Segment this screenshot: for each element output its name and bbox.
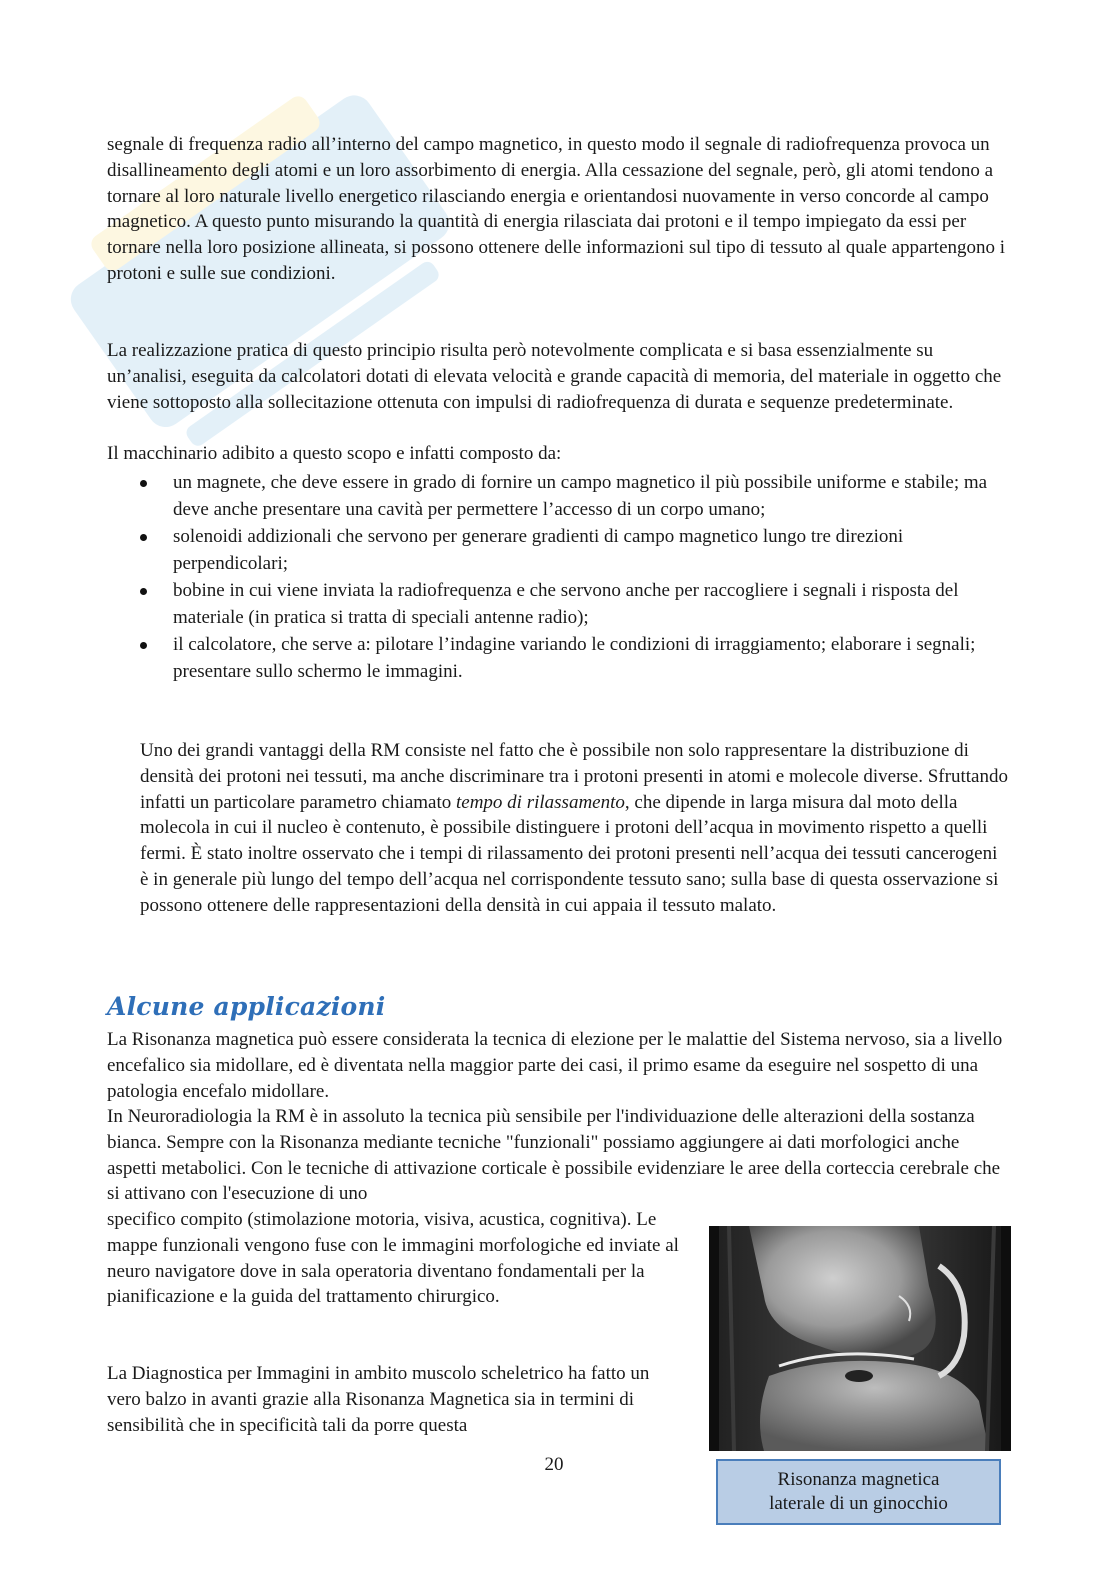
paragraph-realization: La realizzazione pratica di questo principio risulta però notevolmente complicata e si basa essenzialmente su un’analisi, eseguita da calcolatori dotati di elevata velocità e grande capacità di memoria, del materiale in oggetto che viene sottoposto alla sollecitazione ottenuta con impulsi di radiofrequenza di durata e sequenze predeterminate. [107, 340, 1002, 413]
bullet-icon [140, 588, 147, 595]
section-heading: Alcune applicazioni [107, 992, 386, 1021]
knee-mri-image [709, 1226, 1011, 1451]
paragraph-neuroradiology: In Neuroradiologia la RM è in assoluto la tecnica più sensibile per l'individuazione delle alterazioni della sostanza bianca. Sempre con la Risonanza mediante tecniche "funzionali" possiamo aggiungere ai dati morfologici anche aspetti metabolici. Con le tecniche di attivazione corticale è possibile evidenziare le aree della corteccia cerebrale che si attivano con l'esecuzione di uno [107, 1106, 1001, 1205]
paragraph-functional-maps: specifico compito (stimolazione motoria, visiva, acustica, cognitiva). Le mappe funzionali vengono fuse con le immagini morfologiche ed inviate al neuro navigatore dove in sala operatoria diventano fondamentali per la pianificazione e la guida del trattamento chirurgico. [107, 1209, 679, 1308]
italic-term: tempo di rilassamento [456, 791, 625, 813]
list-item [140, 469, 1010, 523]
caption-line: Risonanza magnetica [777, 1469, 940, 1490]
paragraph-machinery-intro: Il macchinario adibito a questo scopo e infatti composto da: [107, 443, 562, 464]
caption-line: laterale di un ginocchio [769, 1493, 948, 1514]
list-item [140, 577, 1010, 631]
components-list [140, 469, 1010, 685]
list-item-text: bobine in cui viene inviata la radiofrequenza e che servono anche per raccogliere i segnali i risposta del materiale (in pratica si tratta di speciali antenne radio); [173, 580, 959, 628]
list-item-text: il calcolatore, che serve a: pilotare l’indagine variando le condizioni di irraggiamento; elaborare i segnali; presentare sullo schermo le immagini. [173, 634, 976, 682]
paragraph-musculoskeletal: La Diagnostica per Immagini in ambito muscolo scheletrico ha fatto un vero balzo in avanti grazie alla Risonanza Magnetica sia in termini di sensibilità che in specificità tali da porre questa [107, 1363, 650, 1436]
list-item-text: solenoidi addizionali che servono per generare gradienti di campo magnetico lungo tre direzioni perpendicolari; [173, 526, 904, 574]
paragraph-advantages: Uno dei grandi vantaggi della RM consiste nel fatto che è possibile non solo rappresentare la distribuzione di densità dei protoni nei tessuti, ma anche discriminare tra i protoni presenti in atomi e molecole diverse. Sfruttando infatti un particolare parametro chiamato tempo di rilassamento, che dipende in larga misura dal moto della molecola in cui il nucleo è contenuto, è possibile distinguere i protoni dell’acqua in movimento rispetto a quelli fermi. È stato inoltre osservato che i tempi di rilassamento dei protoni presenti nell’acqua dei tessuti cancerogeni è in generale più lungo del tempo dell’acqua nel corrispondente tessuto sano; sulla base di questa osservazione si possono ottenere delle rappresentazioni della densità in cui appaia il tessuto malato. [140, 740, 1008, 916]
paragraph-nervous-system: La Risonanza magnetica può essere considerata la tecnica di elezione per le malattie del Sistema nervoso, sia a livello encefalico sia midollare, ed è diventata nella maggior parte dei casi, il primo esame da eseguire nel sospetto di una patologia encefalo midollare. [107, 1029, 1003, 1102]
bullet-icon [140, 480, 147, 487]
page-number: 20 [544, 1454, 564, 1475]
bullet-icon [140, 642, 147, 649]
list-item-text: un magnete, che deve essere in grado di fornire un campo magnetico il più possibile uniforme e stabile; ma deve anche presentare una cavità per permettere l’accesso di un corpo umano; [173, 472, 988, 520]
bullet-icon [140, 534, 147, 541]
paragraph-signal: segnale di frequenza radio all’interno del campo magnetico, in questo modo il segnale di radiofrequenza provoca un disallineamento degli atomi e un loro assorbimento di energia. Alla cessazione del segnale, però, gli atomi tendono a tornare al loro naturale livello energetico rilasciando energia e orientandosi nuovamente in verso concorde al campo magnetico. A questo punto misurando la quantità di energia rilasciata dai protoni e il tempo impiegato da essi per tornare nella loro posizione allineata, si possono ottenere delle informazioni sul tipo di tessuto al quale appartengono i protoni e sulle sue condizioni. [107, 134, 1006, 284]
list-item [140, 631, 1010, 685]
list-item [140, 523, 1010, 577]
